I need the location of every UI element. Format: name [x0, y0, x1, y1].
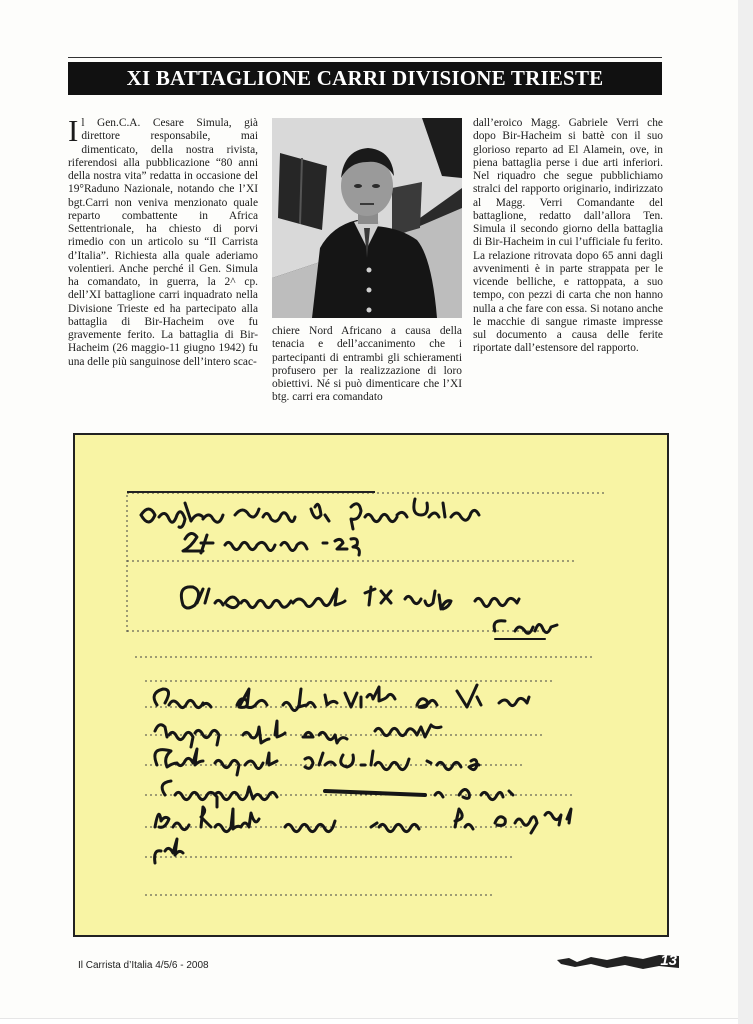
article-column-3-text: dall’eroico Magg. Gabriele Verri che dopo Bir-Hacheim si battè con il suo glorioso reparto ad El Alamein, ove, in piena battaglia perse i due arti inferiori. Nel riquadro che segue pubblichiamo stralci del rapporto originario, indirizzato al Magg. Verri Comandante del battaglione, redatto dall’allora Ten. Simula il secondo giorno della battaglia di Bir-Hacheim in cui l’ufficiale fu ferito. La relazione ritrovata dopo 65 anni dagli avvenimenti è in parte strappata per le vicende belliche, e rattoppata, a suo tempo, con pezzi di carta che non hanno nulla a che fare con essa. Si notano anche le macchie di sangue rimaste impresse sul documento a causa delle ferite riportate dall’estensore del rapporto.	[473, 117, 663, 355]
publication-footer: Il Carrista d’Italia 4/5/6 - 2008	[78, 960, 209, 971]
drop-cap: I	[68, 113, 79, 148]
page-edge	[738, 0, 753, 1024]
article-column-2-text: chiere Nord Africano a causa della tenacia e dell’accanimento che i partecipanti di entrambi gli schieramenti profusero per la realizzazione di loro obiettivi. Né si può dimenticare che l’XI btg. carri era comandato	[272, 325, 462, 404]
article-column-2	[272, 325, 462, 405]
article-title: XI BATTAGLIONE CARRI DIVISIONE TRIESTE	[68, 62, 662, 95]
portrait-photo	[272, 118, 462, 318]
article-column-1	[68, 113, 258, 369]
page-number: 13	[660, 952, 677, 969]
handwritten-report	[73, 433, 669, 937]
article-column-1-text: l Gen.C.A. Cesare Simula, già direttore responsabile, mai dimenticato, della nostra rivista, riferendosi alla pubblicazione “80 anni della nostra vita” redatta in occasione del 19°Raduno Nazionale, notando che l’XI bgt.Carri non veniva menzionato quale reparto combattente in Africa Settentrionale, ha chiesto di porvi rimedio con un articolo su “Il Carrista d’Italia”. Richiesta alla quale aderiamo volentieri. Anche perché il Gen. Simula ha comandato, in guerra, la 2^ cp. dell’XI battaglione carri inquadrato nella Divisione Trieste ed ha partecipato alla battaglia di Bir-Hacheim ove fu gravemente ferito. La battaglia di Bir-Hacheim (26 maggio-11 giugno 1942) fu una delle più sanguinose dell’intero scac-	[68, 117, 258, 368]
article-column-3	[473, 117, 663, 356]
page-number-badge	[555, 950, 681, 972]
handwriting-scan	[75, 435, 667, 935]
header-rule	[68, 57, 662, 58]
